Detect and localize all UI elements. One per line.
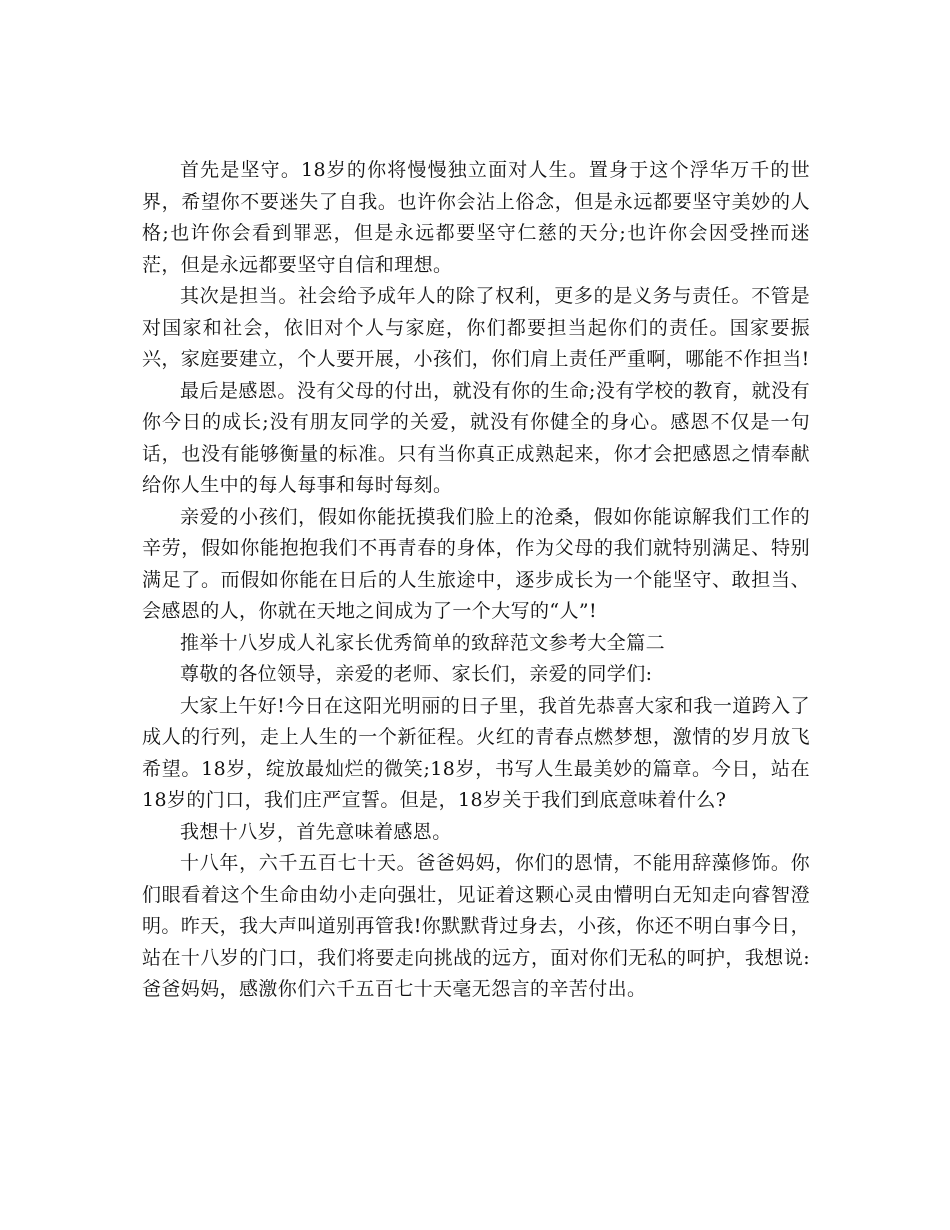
paragraph-7: 十八年，六千五百七十天。爸爸妈妈，你们的恩情，不能用辞藻修饰。你们眼看着这个生命由幼小走向强壮，见证着这颗心灵由懵明白无知走向睿智澄明。昨天，我大声叫道别再管我!你默默背过身去，小孩，你还不明白事今日，站在十八岁的门口，我们将要走向挑战的远方，面对你们无私的呵护，我想说:爸爸妈妈，感激你们六千五百七十天毫无怨言的辛苦付出。 — [142, 852, 810, 1000]
section-heading: 推举十八岁成人礼家长优秀简单的致辞范文参考大全篇二 — [180, 631, 666, 654]
paragraph-6: 我想十八岁，首先意味着感恩。 — [180, 820, 452, 843]
document-body — [142, 155, 810, 1006]
paragraph-2: 其次是担当。社会给予成年人的除了权利，更多的是义务与责任。不管是对国家和社会，依旧对个人与家庭，你们都要担当起你们的责任。国家要振兴，家庭要建立，个人要开展，小孩们，你们肩上责任严重啊，哪能不作担当! — [142, 285, 810, 370]
paragraph-3: 最后是感恩。没有父母的付出，就没有你的生命;没有学校的教育，就没有你今日的成长;没有朋友同学的关爱，就没有你健全的身心。感恩不仅是一句话，也没有能够衡量的标准。只有当你真正成熟起来，你才会把感恩之情奉献给你人生中的每人每事和每时每刻。 — [142, 379, 810, 496]
salutation: 尊敬的各位领导，亲爱的老师、家长们，亲爱的同学们: — [180, 663, 653, 685]
paragraph-4: 亲爱的小孩们，假如你能抚摸我们脸上的沧桑，假如你能谅解我们工作的辛劳，假如你能抱抱我们不再青春的身体，作为父母的我们就特别满足、特别满足了。而假如你能在日后的人生旅途中，逐步成长为一个能坚守、敢担当、会感恩的人，你就在天地之间成为了一个大写的“人”! — [142, 505, 810, 622]
paragraph-5: 大家上午好!今日在这阳光明丽的日子里，我首先恭喜大家和我一道跨入了成人的行列，走上人生的一个新征程。火红的青春点燃梦想，激情的岁月放飞希望。18岁，绽放最灿烂的微笑;18岁，书写人生最美妙的篇章。今日，站在18岁的门口，我们庄严宣誓。但是，18岁关于我们到底意味着什么? — [142, 694, 810, 811]
paragraph-1: 首先是坚守。18岁的你将慢慢独立面对人生。置身于这个浮华万千的世界，希望你不要迷失了自我。也许你会沾上俗念，但是永远都要坚守美妙的人格;也许你会看到罪恶，但是永远都要坚守仁慈的天分;也许你会因受挫而迷茫，但是永远都要坚守自信和理想。 — [142, 159, 810, 276]
